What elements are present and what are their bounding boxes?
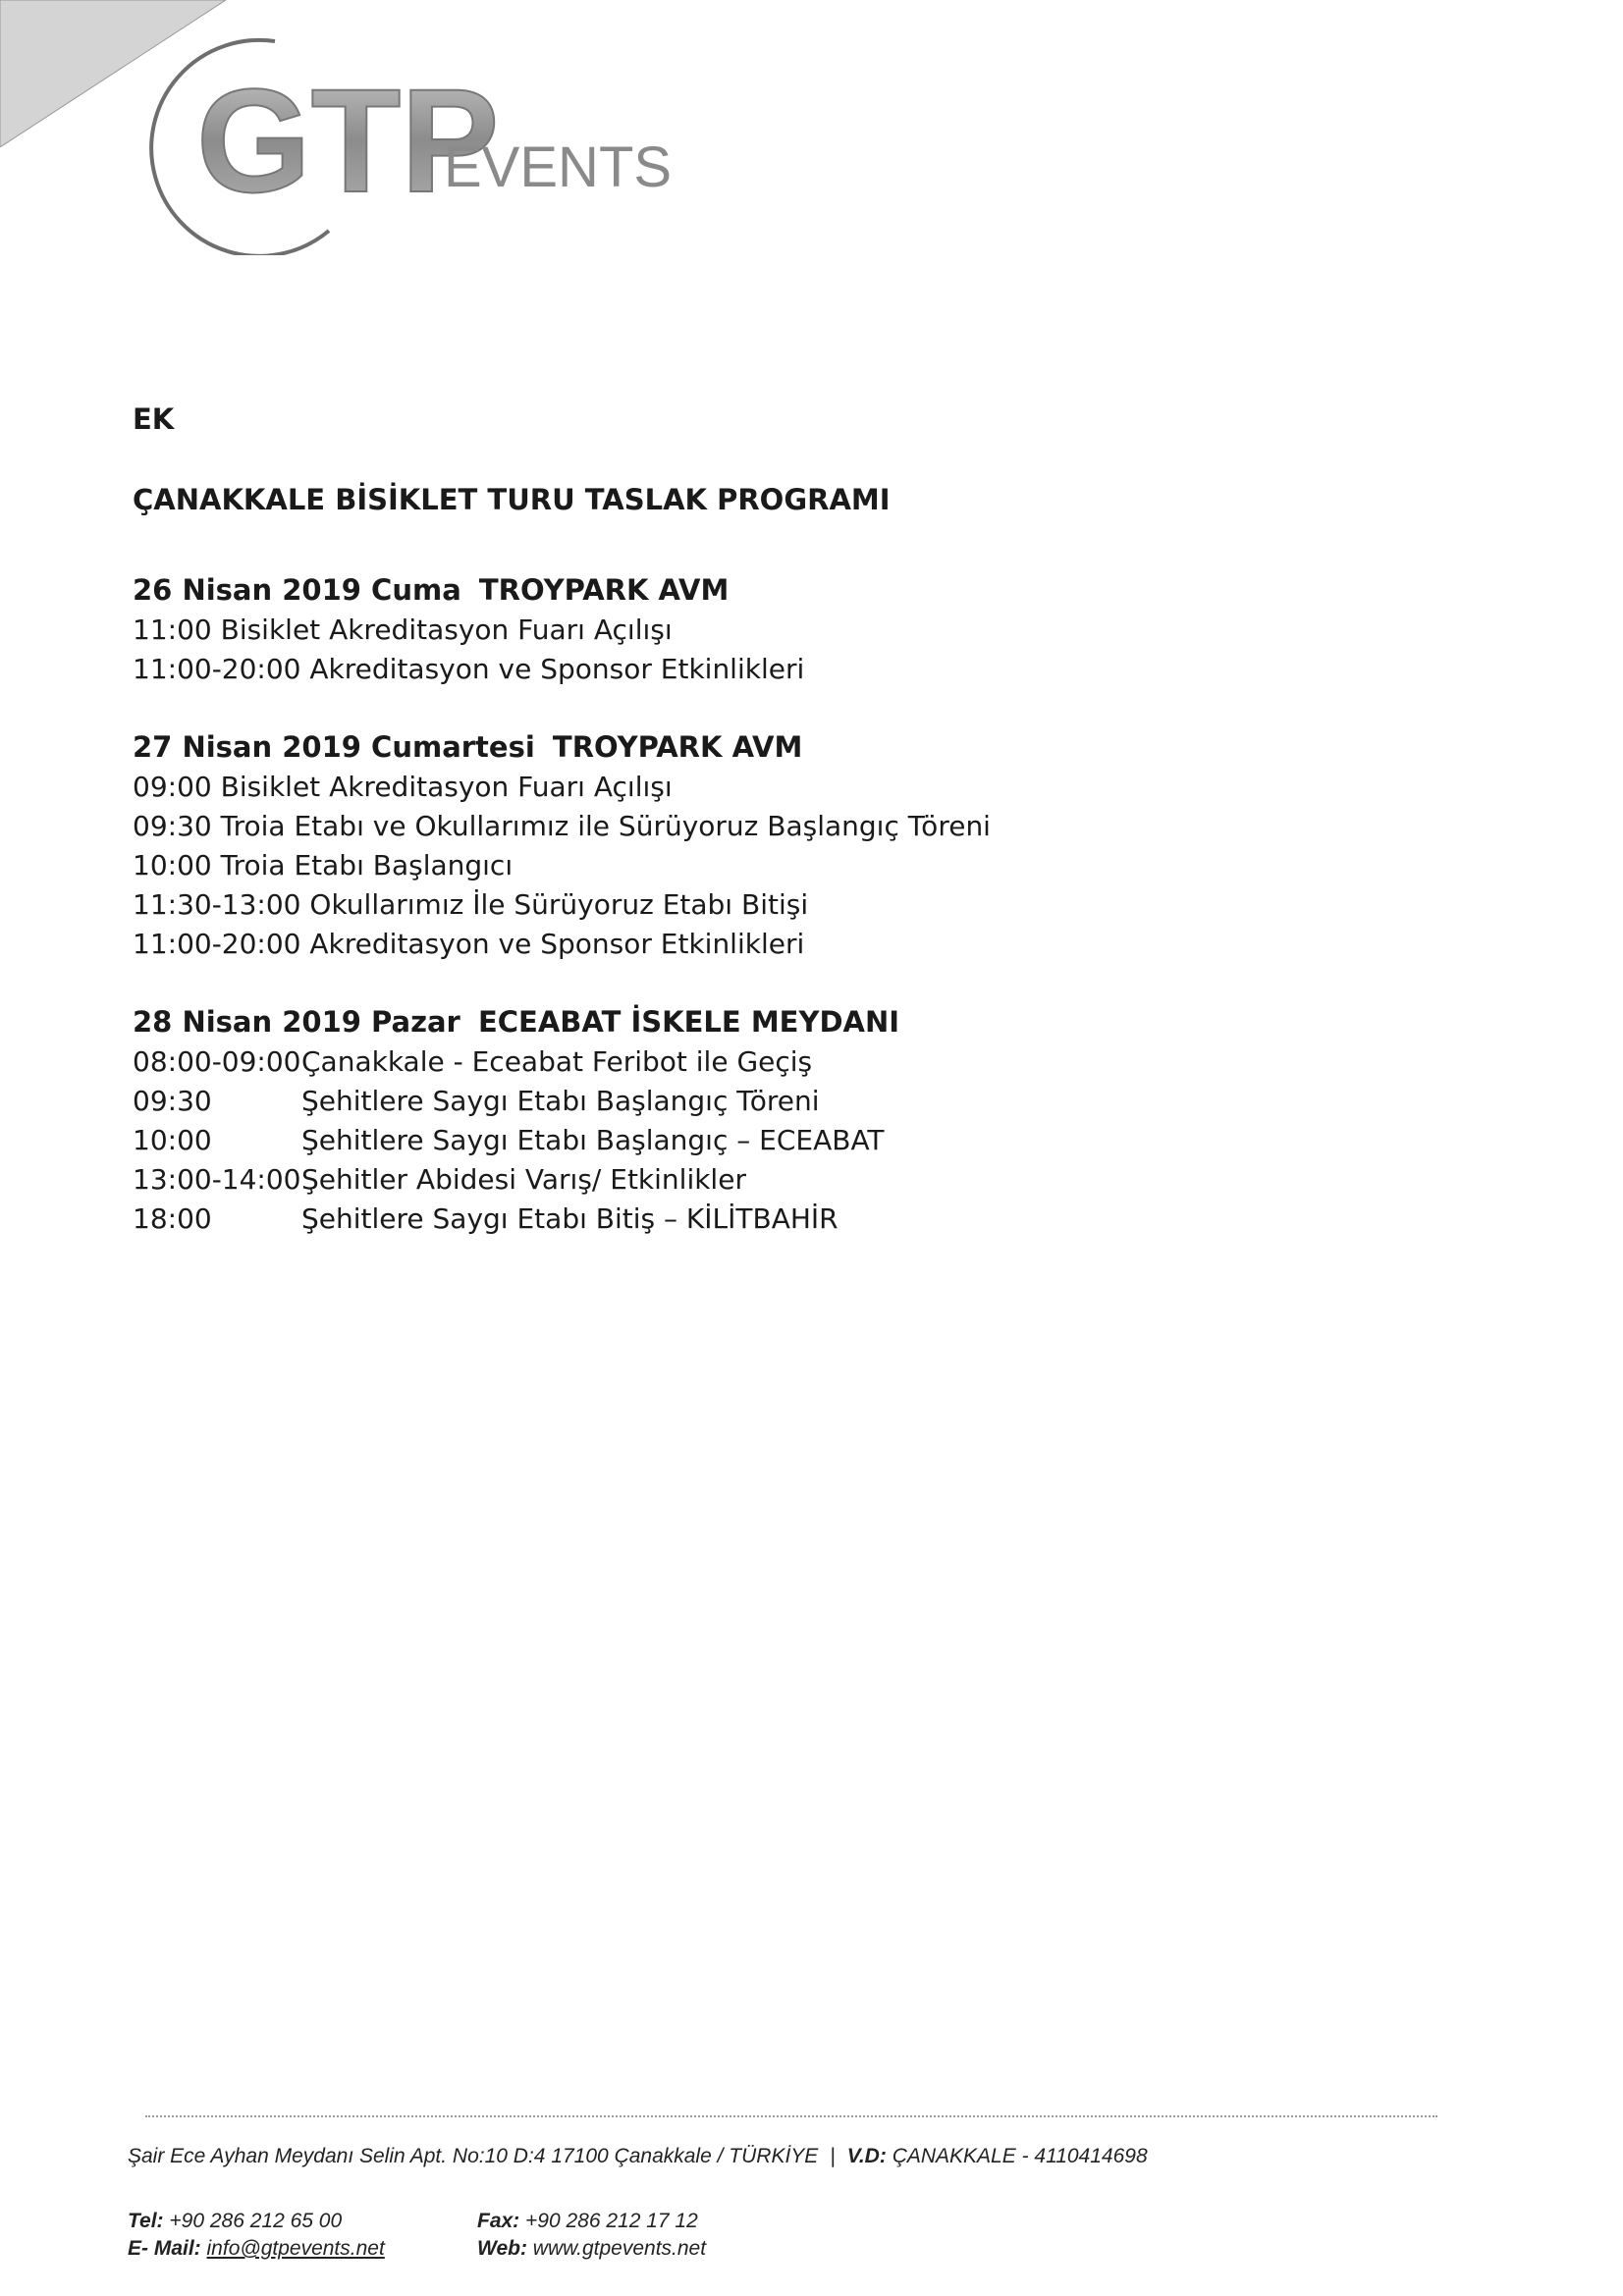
- email-row: [128, 2237, 477, 2261]
- vd-label: V.D:: [846, 2145, 887, 2167]
- schedule-item: [133, 1082, 1458, 1121]
- schedule-item: [133, 1121, 1458, 1160]
- item-time: 18:00: [133, 1202, 212, 1235]
- day-date: 28 Nisan 2019 Pazar: [133, 1005, 460, 1039]
- item-time: 11:00-20:00: [133, 928, 301, 960]
- item-desc: Bisiklet Akreditasyon Fuarı Açılışı: [220, 614, 673, 646]
- day-venue: TROYPARK AVM: [478, 573, 730, 607]
- item-desc: Şehitlere Saygı Etabı Başlangıç – ECEABAT: [301, 1124, 885, 1156]
- day-section: [133, 730, 1458, 964]
- logo-word: EVENTS: [444, 135, 673, 199]
- schedule-item: [133, 1042, 1458, 1082]
- item-desc: Troia Etabı ve Okullarımız ile Sürüyoruz Başlangıç Töreni: [220, 810, 991, 842]
- day-date: 26 Nisan 2019 Cuma: [133, 573, 461, 607]
- footer-address-row: [128, 2145, 1502, 2168]
- day-venue: ECEABAT İSKELE MEYDANI: [477, 1005, 900, 1039]
- schedule-item: [133, 925, 1458, 964]
- web-link[interactable]: www.gtpevents.net: [532, 2237, 707, 2260]
- schedule-item: [133, 846, 1458, 885]
- tel-row: [128, 2210, 477, 2233]
- item-time: 09:30: [133, 1085, 212, 1117]
- schedule-item: [133, 650, 1458, 689]
- item-desc: Bisiklet Akreditasyon Fuarı Açılışı: [220, 771, 673, 803]
- item-time: 10:00: [133, 1124, 212, 1156]
- item-time: 08:00-09:00: [133, 1045, 301, 1078]
- item-time: 11:00: [133, 614, 212, 646]
- schedule-item: [133, 885, 1458, 925]
- document-title: ÇANAKKALE BİSİKLET TURU TASLAK PROGRAMI: [133, 483, 891, 516]
- document-body: [133, 402, 1458, 1280]
- item-desc: Şehitlere Saygı Etabı Bitiş – KİLİTBAHİR: [301, 1202, 839, 1235]
- item-desc: Şehitler Abidesi Varış/ Etkinlikler: [301, 1163, 746, 1196]
- item-desc: Akreditasyon ve Sponsor Etkinlikleri: [309, 928, 805, 960]
- day-heading: [133, 730, 1458, 764]
- tel-label: Tel:: [128, 2210, 164, 2232]
- item-desc: Şehitlere Saygı Etabı Başlangıç Töreni: [301, 1085, 820, 1117]
- fax-row: [477, 2210, 870, 2233]
- day-date: 27 Nisan 2019 Cumartesi: [133, 730, 535, 764]
- schedule-item: [133, 1160, 1458, 1200]
- item-time: 09:30: [133, 810, 212, 842]
- web-label: Web:: [477, 2237, 527, 2260]
- day-section: [133, 573, 1458, 689]
- item-desc: Akreditasyon ve Sponsor Etkinlikleri: [309, 653, 805, 685]
- day-venue: TROYPARK AVM: [552, 730, 803, 764]
- item-time: 10:00: [133, 849, 212, 881]
- item-time: 11:00-20:00: [133, 653, 301, 685]
- email-label: E- Mail:: [128, 2237, 201, 2260]
- footer-separator: |: [830, 2145, 836, 2167]
- vd-value: ÇANAKKALE - 4110414698: [892, 2145, 1148, 2167]
- email-link[interactable]: info@gtpevents.net: [206, 2237, 385, 2260]
- fax-value: +90 286 212 17 12: [525, 2210, 698, 2232]
- footer-divider: [145, 2115, 1437, 2117]
- item-time: 11:30-13:00: [133, 888, 301, 921]
- schedule-item: [133, 768, 1458, 807]
- footer: [128, 2145, 1502, 2261]
- logo-letters: GTP: [196, 58, 500, 223]
- tel-value: +90 286 212 65 00: [169, 2210, 343, 2232]
- day-heading: [133, 1005, 1458, 1039]
- web-row: [477, 2237, 870, 2261]
- schedule-item: [133, 807, 1458, 846]
- item-desc: Çanakkale - Eceabat Feribot ile Geçiş: [301, 1045, 813, 1078]
- footer-address: Şair Ece Ayhan Meydanı Selin Apt. No:10 D:4 17100 Çanakkale / TÜRKİYE: [128, 2145, 819, 2167]
- day-heading: [133, 573, 1458, 607]
- item-desc: Okullarımız İle Sürüyoruz Etabı Bitişi: [309, 888, 809, 921]
- gtp-events-logo: [137, 20, 727, 255]
- schedule-item: [133, 1200, 1458, 1239]
- day-section: [133, 1005, 1458, 1239]
- annex-label: EK: [133, 402, 175, 436]
- fax-label: Fax:: [477, 2210, 520, 2232]
- item-time: 13:00-14:00: [133, 1163, 301, 1196]
- item-time: 09:00: [133, 771, 212, 803]
- footer-contacts: [128, 2210, 1502, 2261]
- item-desc: Troia Etabı Başlangıcı: [220, 849, 514, 881]
- schedule-item: [133, 611, 1458, 650]
